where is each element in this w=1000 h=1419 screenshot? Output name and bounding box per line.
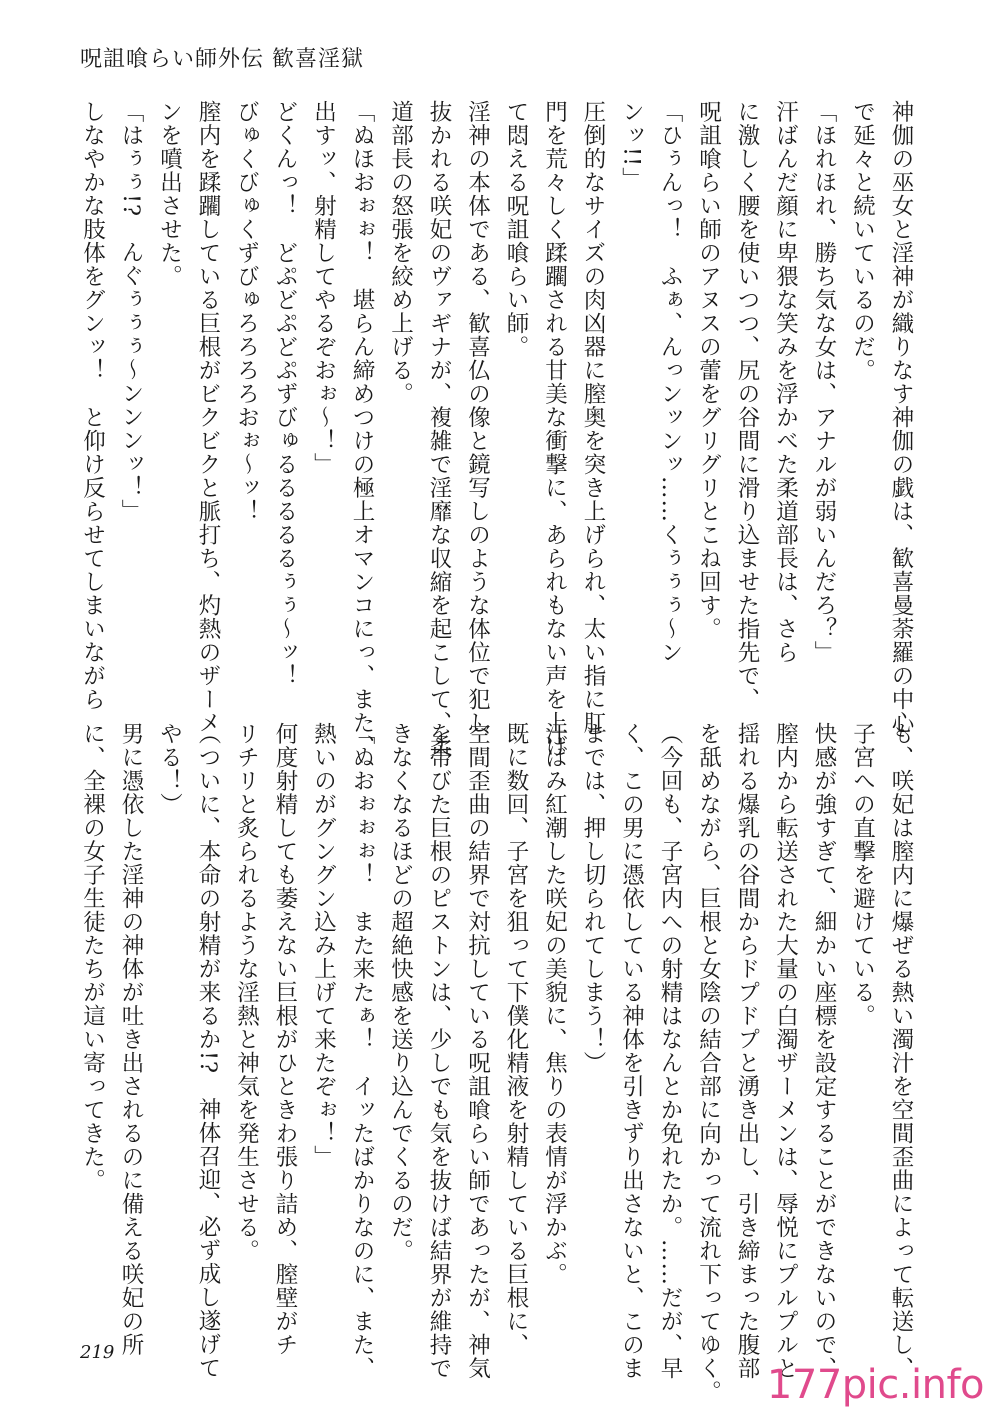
text-line: どくんっ！ どぷどぷどぷずびゅるるるるるぅぅ〜ッ！ [272,100,298,688]
watermark-text: 177pic.info [766,1362,984,1408]
text-line: しなやかな肢体をグンッ！ と仰け反らせてしまいながら [79,100,106,711]
text-line: （ついに、本命の射精が来るか!? 神体召迎、必ず成し遂げて [195,722,221,1380]
text-line: 「ひぅんっ！ ふぁ、んっンッンッ……くぅぅぅ〜ン [657,100,683,664]
text-line: 膣内を蹂躙している巨根がビクビクと脈打ち、灼熱のザーメ [195,100,221,735]
text-line: を舐めながら、巨根と女陰の結合部に向かって流れ下ってゆく。 [695,722,722,1404]
book-title: 呪詛喰らい師外伝 歓喜淫獄 [80,47,364,72]
text-line: （今回も、子宮内への射精はなんとか免れたか。……だが、早 [657,722,683,1380]
text-line: に激しく腰を使いつつ、尻の谷間に滑り込ませた指先で、 [734,100,760,711]
text-line: 汗ばみ紅潮した咲妃の美貌に、焦りの表情が浮かぶ。 [541,722,568,1286]
text-line: 「ぬおぉぉぉ！ また来たぁ！ イッたばかりなのに、また、 [349,722,375,1380]
text-line: リチリと炙られるような淫熱と神気を発生させる。 [233,722,260,1263]
text-line: ンを噴出させた。 [156,100,183,288]
text-line: 熱いのがグングン込み上げて来たぞぉ！」 [310,722,337,1169]
text-line: 「ぬほおぉぉ！ 堪らん締めつけの極上オマンコにっ、また、 [349,100,375,758]
text-line: 抜かれる咲妃のヴァギナが、複雑で淫靡な収縮を起こして、柔 [426,100,452,758]
text-line: 男に憑依した淫神の神体が吐き出されるのに備える咲妃の所 [118,722,144,1357]
text-line: で延々と続いているのだ。 [849,100,876,382]
text-line: 「はぅぅ!? んぐぅぅぅ〜ンンンッ！」 [118,100,144,523]
text-line: 門を荒々しく蹂躙される甘美な衝撃に、あられもない声を上げ [541,100,568,758]
text-line: に、全裸の女子生徒たちが這い寄ってきた。 [79,722,106,1192]
text-line: 何度射精しても萎えない巨根がひときわ張り詰め、膣壁がチ [272,722,298,1357]
text-line: 神伽の巫女と淫神が織りなす神伽の戯は、歓喜曼荼羅の中心 [888,100,914,735]
upper-text-block [79,100,920,758]
text-line: を帯びた巨根のピストンは、少しでも気を抜けば結界が維持で [426,722,452,1380]
text-line: ンッ!!」 [618,100,645,191]
text-line: までは、押し切られてしまう！） [580,722,606,1075]
text-line: 揺れる爆乳の谷間からドプドプと湧き出し、引き締まった腹部 [734,722,760,1380]
text-line: 空間歪曲の結界で対抗している呪詛喰らい師であったが、神気 [464,722,491,1380]
text-line: 子宮への直撃を避けている。 [849,722,876,1028]
text-line: 「ほれほれ、勝ち気な女は、アナルが弱いんだろ？」 [811,100,837,664]
text-line: 快感が強すぎて、細かい座標を設定することができないので、 [811,722,837,1380]
page-number: 219 [80,1342,115,1363]
text-line: 膣内から転送された大量の白濁ザーメンは、辱悦にプルプルと [772,722,799,1380]
text-line: も、咲妃は膣内に爆ぜる熱い濁汁を空間歪曲によって転送し、 [888,722,914,1380]
text-line: 出すッ、射精してやるぞおぉ〜！」 [310,100,337,476]
text-line: やる！） [156,722,183,816]
text-line: て悶える呪詛喰らい師。 [503,100,529,359]
text-line: びゅくびゅくずびゅろろろろおぉ〜ッ！ [233,100,260,523]
text-line: 汗ばんだ顔に卑猥な笑みを浮かべた柔道部長は、さら [772,100,799,664]
text-line: 淫神の本体である、歓喜仏の像と鏡写しのような体位で犯し [464,100,491,735]
text-line: 圧倒的なサイズの肉凶器に膣奥を突き上げられ、太い指に肛 [580,100,606,735]
text-line: 呪詛喰らい師のアヌスの蕾をグリグリとこね回す。 [695,100,722,641]
text-line: きなくなるほどの超絶快感を送り込んでくるのだ。 [387,722,414,1263]
text-line: 道部長の怒張を絞め上げる。 [387,100,414,406]
text-line: 既に数回、子宮を狙って下僕化精液を射精している巨根に、 [503,722,529,1357]
text-line: く、この男に憑依している神体を引きずり出さないと、このま [618,722,645,1380]
